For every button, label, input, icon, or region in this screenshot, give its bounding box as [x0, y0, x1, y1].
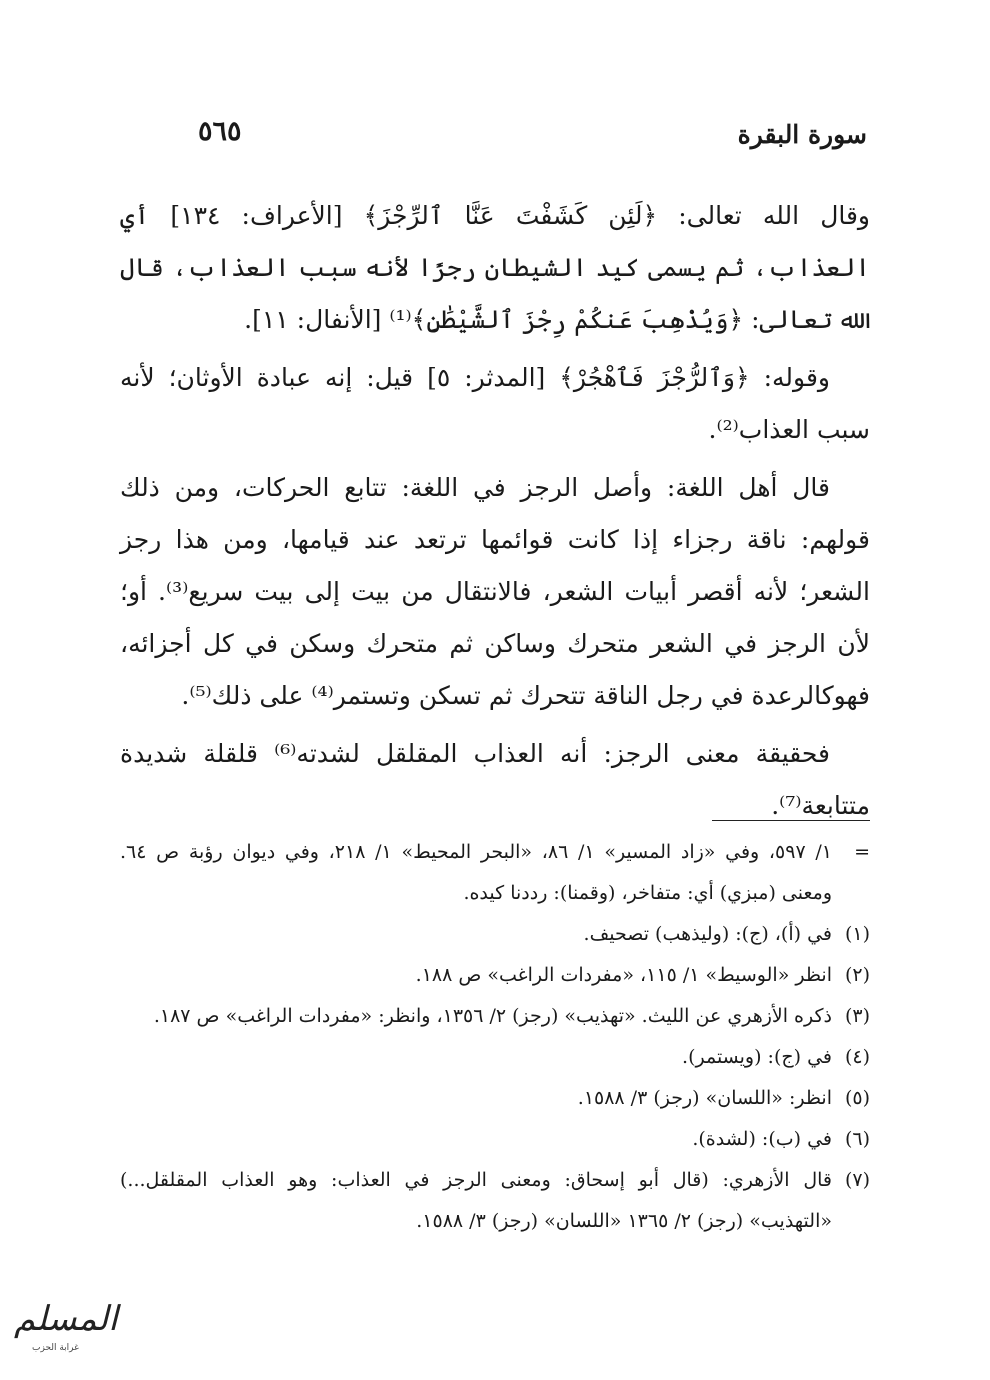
footnote-4: [120, 1037, 870, 1078]
footnote-continuation: [120, 832, 870, 914]
footnote-number: (٤): [844, 1046, 870, 1068]
paragraph: فحقيقة معنى الرجز: أنه العذاب المقلقل لشدته⁽⁶⁾ قلقلة شديدة متتابعة⁽⁷⁾.: [120, 739, 870, 820]
footnote-5: [120, 1078, 870, 1119]
logo-subtext: غرابة الحزب: [32, 1343, 79, 1353]
footnote-text: في (أ)، (ج): (وليذهب) تصحيف.: [583, 923, 832, 945]
paragraph: وقال الله تعالى: ﴿لَئِن كَشَفْتَ عَنَّا ٱلرِّجْزَ﴾ [الأعراف: ١٣٤] أي العذاب، ثم يسمى كيد الشيطان رجزًا لأنه سبب العذاب، قال الله تعالى: ﴿وَيُذْهِبَ عَنكُمْ رِجْزَ ٱلشَّيْطَٰنِ﴾⁽¹⁾ [الأنفال: ١١].: [120, 201, 870, 334]
footnote-text: في (ج): (ويستمر).: [682, 1046, 832, 1068]
footnote-text: انظر «الوسيط» ١/ ١١٥، «مفردات الراغب» ص ١٨٨.: [415, 964, 832, 986]
footnote-number: (٦): [844, 1128, 870, 1150]
footnote-number: (٢): [844, 964, 870, 986]
footnote-number: (٧): [844, 1169, 870, 1191]
footnote-text: في (ب): (لشدة).: [692, 1128, 832, 1150]
footnote-text: ذكره الأزهري عن الليث. «تهذيب» (رجز) ٢/ ١٣٥٦، وانظر: «مفردات الراغب» ص ١٨٧.: [153, 1005, 832, 1027]
footnote-text: انظر: «اللسان» (رجز) ٣/ ١٥٨٨.: [577, 1087, 832, 1109]
footnote-separator: [712, 820, 870, 821]
publisher-logo: [14, 1295, 144, 1365]
footnote-1: [120, 914, 870, 955]
paragraph: وقوله: ﴿وَٱلرُّجْزَ فَٱهْجُرْ﴾ [المدثر: ٥] قيل: إنه عبادة الأوثان؛ لأنه سبب العذاب⁽²⁾.: [120, 363, 870, 444]
footnote-number: (٥): [844, 1087, 870, 1109]
footnote-2: [120, 955, 870, 996]
footnote-number: (١): [844, 923, 870, 945]
paragraph: قال أهل اللغة: وأصل الرجز في اللغة: تتابع الحركات، ومن ذلك قولهم: ناقة رجزاء إذا كانت قوائمها ترتعد عند قيامها، ومن هذا رجز الشعر؛ لأنه أقصر أبيات الشعر، فالانتقال من بيت إلى بيت سريع⁽³⁾. أو؛ لأن الرجز في الشعر متحرك وساكن ثم متحرك وسكن في كل أجزائه، فهوكالرعدة في رجل الناقة تتحرك ثم تسكن وتستمر⁽⁴⁾ على ذلك⁽⁵⁾.: [120, 473, 871, 710]
footnote-number: (٣): [844, 1005, 870, 1027]
footnote-3: [120, 996, 870, 1037]
logo-calligraphy: المسلم: [14, 1299, 118, 1339]
page-number: ٥٦٥: [198, 116, 242, 147]
footnote-text: قال الأزهري: (قال أبو إسحاق: ومعنى الرجز في العذاب: وهو العذاب المقلقل...) «التهذيب» (رجز) ٢/ ١٣٦٥ «اللسان» (رجز) ٣/ ١٥٨٨.: [120, 1169, 832, 1232]
main-text: [120, 190, 870, 838]
footnotes: [120, 832, 870, 1242]
footnote-6: [120, 1119, 870, 1160]
footnote-number: =: [854, 841, 870, 863]
footnote-7: [120, 1160, 870, 1242]
footnote-text: ١/ ٥٩٧، وفي «زاد المسير» ١/ ٨٦، «البحر المحيط» ١/ ٢١٨، وفي ديوان رؤبة ص ٦٤. ومعنى (مبزي) أي: متفاخر، (وقمنا): رددنا كيده.: [120, 841, 832, 904]
surah-title: سورة البقرة: [737, 120, 867, 149]
